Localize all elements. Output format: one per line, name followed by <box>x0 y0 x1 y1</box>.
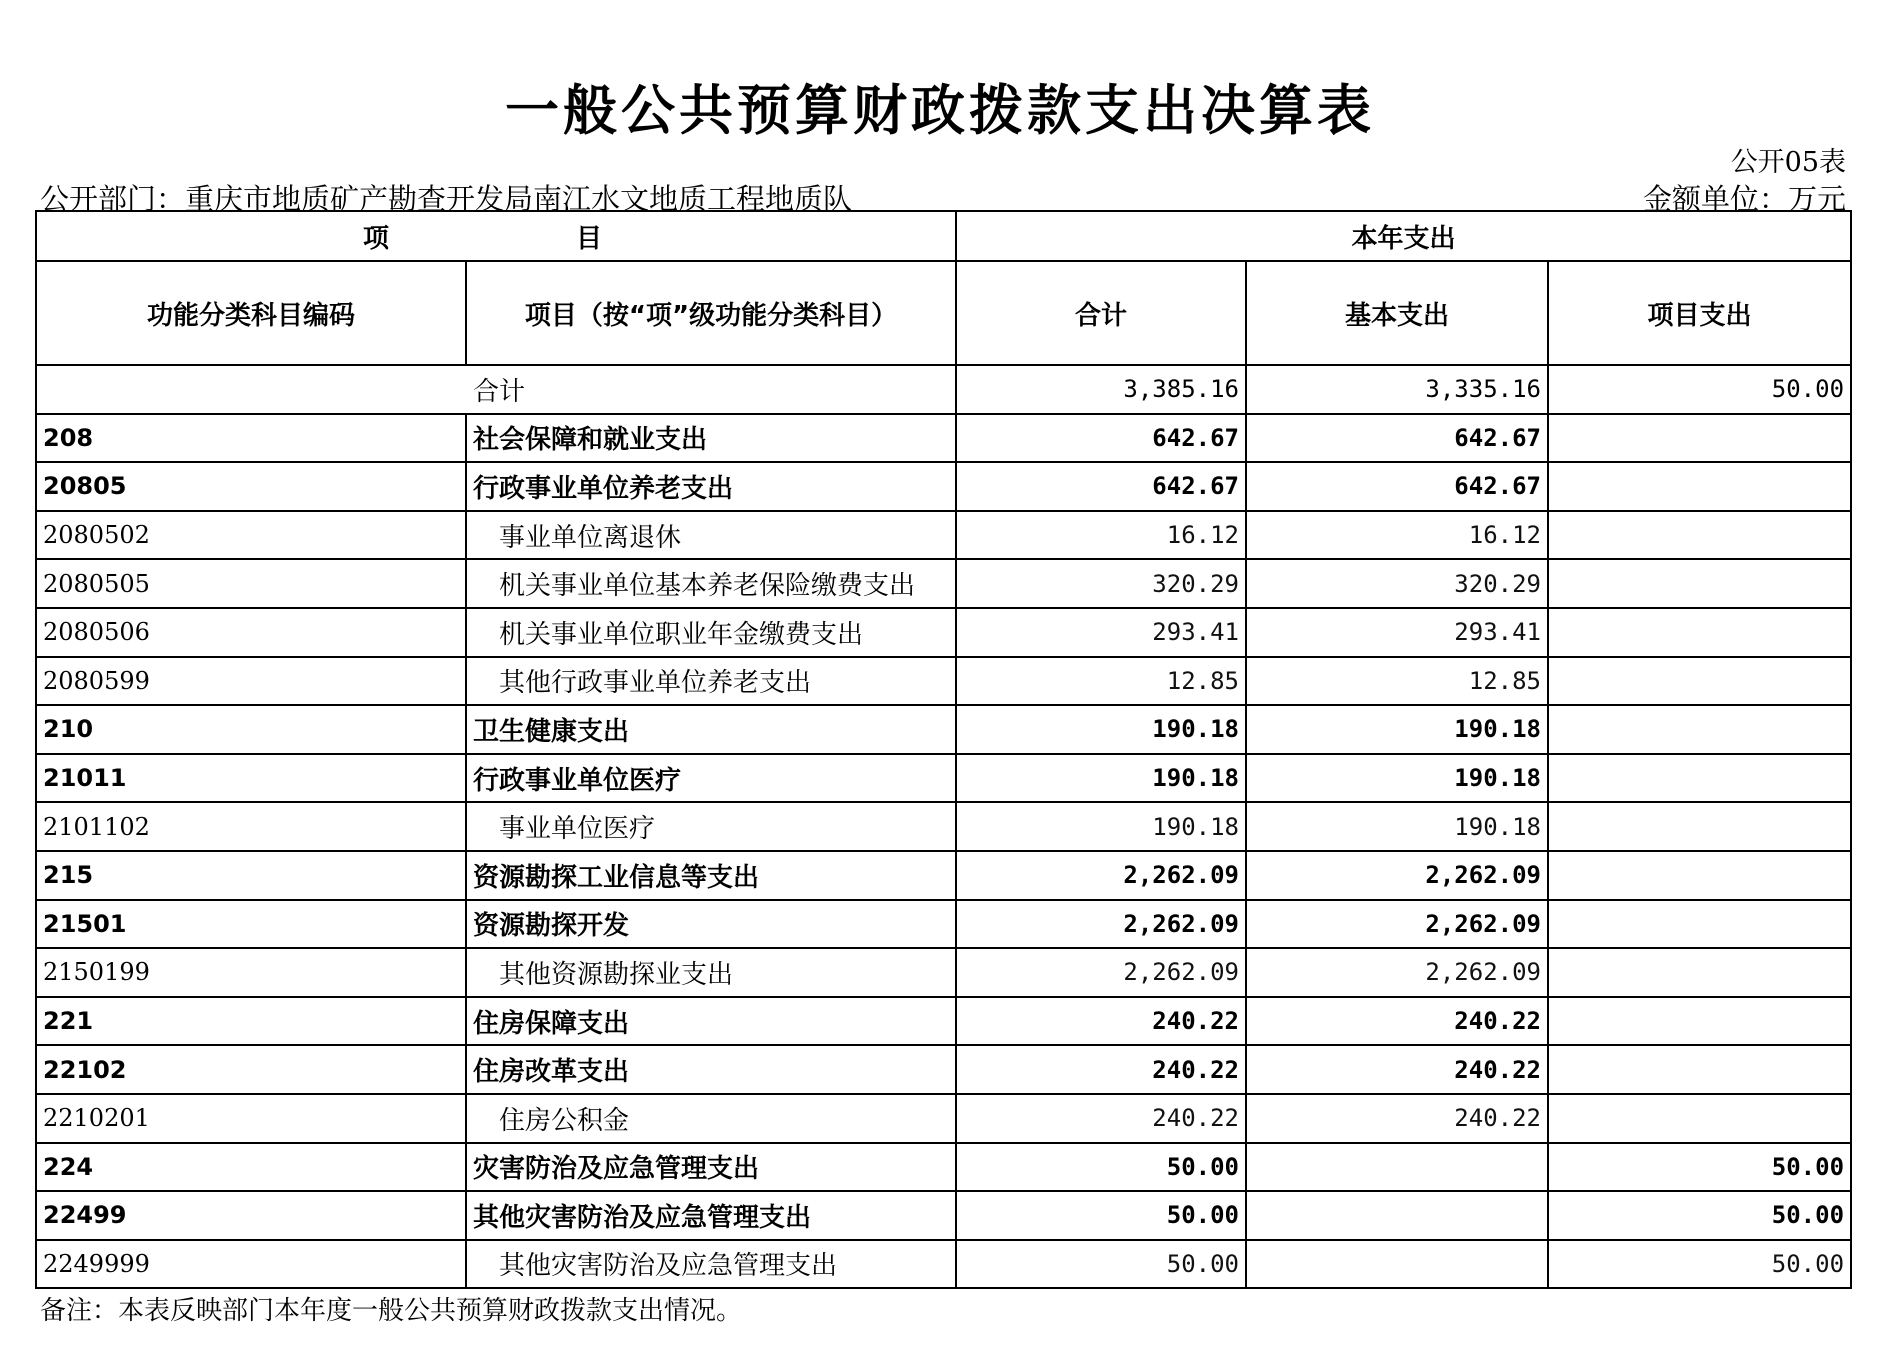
row-code: 215 <box>36 851 466 900</box>
header-row-columns <box>36 261 1851 365</box>
row-code: 210 <box>36 705 466 754</box>
table-row <box>36 657 1851 706</box>
row-code: 2080502 <box>36 511 466 560</box>
row-basic: 2,262.09 <box>1246 851 1548 900</box>
row-code: 208 <box>36 414 466 463</box>
row-code: 2249999 <box>36 1240 466 1289</box>
row-total: 50.00 <box>956 1143 1246 1192</box>
row-name: 其他行政事业单位养老支出 <box>466 657 956 706</box>
row-total: 50.00 <box>956 1240 1246 1289</box>
row-total: 2,262.09 <box>956 900 1246 949</box>
row-project <box>1548 1045 1851 1094</box>
amount-unit-label: 金额单位：万元 <box>1642 182 1846 216</box>
basic-column-header: 基本支出 <box>1246 261 1548 365</box>
row-name: 住房公积金 <box>466 1094 956 1143</box>
row-code: 20805 <box>36 462 466 511</box>
row-code: 2210201 <box>36 1094 466 1143</box>
row-basic: 190.18 <box>1246 802 1548 851</box>
row-basic: 12.85 <box>1246 657 1548 706</box>
code-column-header: 功能分类科目编码 <box>36 261 466 365</box>
row-basic: 642.67 <box>1246 462 1548 511</box>
row-project: 50.00 <box>1548 1240 1851 1289</box>
table-row <box>36 997 1851 1046</box>
table-row <box>36 802 1851 851</box>
row-name: 其他灾害防治及应急管理支出 <box>466 1240 956 1289</box>
row-name: 行政事业单位养老支出 <box>466 462 956 511</box>
row-basic: 293.41 <box>1246 608 1548 657</box>
row-project <box>1548 608 1851 657</box>
row-basic: 2,262.09 <box>1246 948 1548 997</box>
row-basic <box>1246 1143 1548 1192</box>
total-column-header: 合计 <box>956 261 1246 365</box>
row-basic: 642.67 <box>1246 414 1548 463</box>
row-total: 190.18 <box>956 802 1246 851</box>
project-column-header: 项目支出 <box>1548 261 1851 365</box>
row-project <box>1548 462 1851 511</box>
current-year-header: 本年支出 <box>956 211 1851 261</box>
row-name: 住房改革支出 <box>466 1045 956 1094</box>
row-name: 事业单位医疗 <box>466 802 956 851</box>
table-row <box>36 1045 1851 1094</box>
row-total: 50.00 <box>956 1191 1246 1240</box>
row-basic: 240.22 <box>1246 1094 1548 1143</box>
row-code: 2080506 <box>36 608 466 657</box>
item-group-header: 项 目 <box>36 211 956 261</box>
row-basic: 240.22 <box>1246 997 1548 1046</box>
row-name: 住房保障支出 <box>466 997 956 1046</box>
page-title: 一般公共预算财政拨款支出决算表 <box>505 79 1375 142</box>
total-row-project: 50.00 <box>1548 365 1851 414</box>
row-basic <box>1246 1191 1548 1240</box>
table-row <box>36 1143 1851 1192</box>
table-row <box>36 705 1851 754</box>
row-code: 22499 <box>36 1191 466 1240</box>
row-project <box>1548 657 1851 706</box>
row-project <box>1548 559 1851 608</box>
table-row <box>36 511 1851 560</box>
row-code: 2080505 <box>36 559 466 608</box>
row-basic <box>1246 1240 1548 1289</box>
row-basic: 190.18 <box>1246 705 1548 754</box>
table-row <box>36 754 1851 803</box>
table-row <box>36 900 1851 949</box>
table-row <box>36 608 1851 657</box>
row-total: 293.41 <box>956 608 1246 657</box>
row-name: 资源勘探工业信息等支出 <box>466 851 956 900</box>
table-row <box>36 414 1851 463</box>
row-basic: 240.22 <box>1246 1045 1548 1094</box>
row-project <box>1548 754 1851 803</box>
table-row <box>36 1240 1851 1289</box>
row-total: 12.85 <box>956 657 1246 706</box>
table-row <box>36 948 1851 997</box>
row-code: 221 <box>36 997 466 1046</box>
total-row-label: 合计 <box>36 365 956 414</box>
department-label: 公开部门：重庆市地质矿产勘查开发局南江水文地质工程地质队 <box>40 182 853 216</box>
row-code: 22102 <box>36 1045 466 1094</box>
row-code: 2150199 <box>36 948 466 997</box>
header-row-top <box>36 211 1851 261</box>
total-row-basic: 3,335.16 <box>1246 365 1548 414</box>
row-code: 2080599 <box>36 657 466 706</box>
row-name: 其他灾害防治及应急管理支出 <box>466 1191 956 1240</box>
row-total: 240.22 <box>956 1045 1246 1094</box>
row-name: 资源勘探开发 <box>466 900 956 949</box>
total-row <box>36 365 1851 414</box>
row-project <box>1548 900 1851 949</box>
table-row <box>36 1191 1851 1240</box>
row-project <box>1548 802 1851 851</box>
row-basic: 190.18 <box>1246 754 1548 803</box>
row-basic: 320.29 <box>1246 559 1548 608</box>
row-project <box>1548 948 1851 997</box>
table-row <box>36 851 1851 900</box>
row-name: 灾害防治及应急管理支出 <box>466 1143 956 1192</box>
row-name: 其他资源勘探业支出 <box>466 948 956 997</box>
form-number: 公开05表 <box>1730 147 1846 178</box>
row-total: 240.22 <box>956 997 1246 1046</box>
row-total: 240.22 <box>956 1094 1246 1143</box>
table-row <box>36 462 1851 511</box>
row-name: 社会保障和就业支出 <box>466 414 956 463</box>
row-code: 21501 <box>36 900 466 949</box>
table-row <box>36 1094 1851 1143</box>
row-name: 卫生健康支出 <box>466 705 956 754</box>
row-total: 2,262.09 <box>956 851 1246 900</box>
row-project <box>1548 997 1851 1046</box>
footnote: 备注：本表反映部门本年度一般公共预算财政拨款支出情况。 <box>40 1296 743 1326</box>
expenditure-table <box>35 210 1852 1289</box>
row-project <box>1548 705 1851 754</box>
row-code: 224 <box>36 1143 466 1192</box>
row-total: 2,262.09 <box>956 948 1246 997</box>
row-project <box>1548 511 1851 560</box>
row-name: 事业单位离退休 <box>466 511 956 560</box>
row-name: 机关事业单位职业年金缴费支出 <box>466 608 956 657</box>
row-project <box>1548 414 1851 463</box>
row-code: 21011 <box>36 754 466 803</box>
row-name: 行政事业单位医疗 <box>466 754 956 803</box>
row-total: 642.67 <box>956 462 1246 511</box>
row-basic: 2,262.09 <box>1246 900 1548 949</box>
row-total: 16.12 <box>956 511 1246 560</box>
row-project <box>1548 1094 1851 1143</box>
row-project: 50.00 <box>1548 1143 1851 1192</box>
row-project <box>1548 851 1851 900</box>
total-row-total: 3,385.16 <box>956 365 1246 414</box>
table-row <box>36 559 1851 608</box>
row-basic: 16.12 <box>1246 511 1548 560</box>
row-total: 320.29 <box>956 559 1246 608</box>
row-code: 2101102 <box>36 802 466 851</box>
row-total: 190.18 <box>956 705 1246 754</box>
row-project: 50.00 <box>1548 1191 1851 1240</box>
row-total: 190.18 <box>956 754 1246 803</box>
row-name: 机关事业单位基本养老保险缴费支出 <box>466 559 956 608</box>
name-column-header: 项目（按“项”级功能分类科目） <box>466 261 956 365</box>
row-total: 642.67 <box>956 414 1246 463</box>
